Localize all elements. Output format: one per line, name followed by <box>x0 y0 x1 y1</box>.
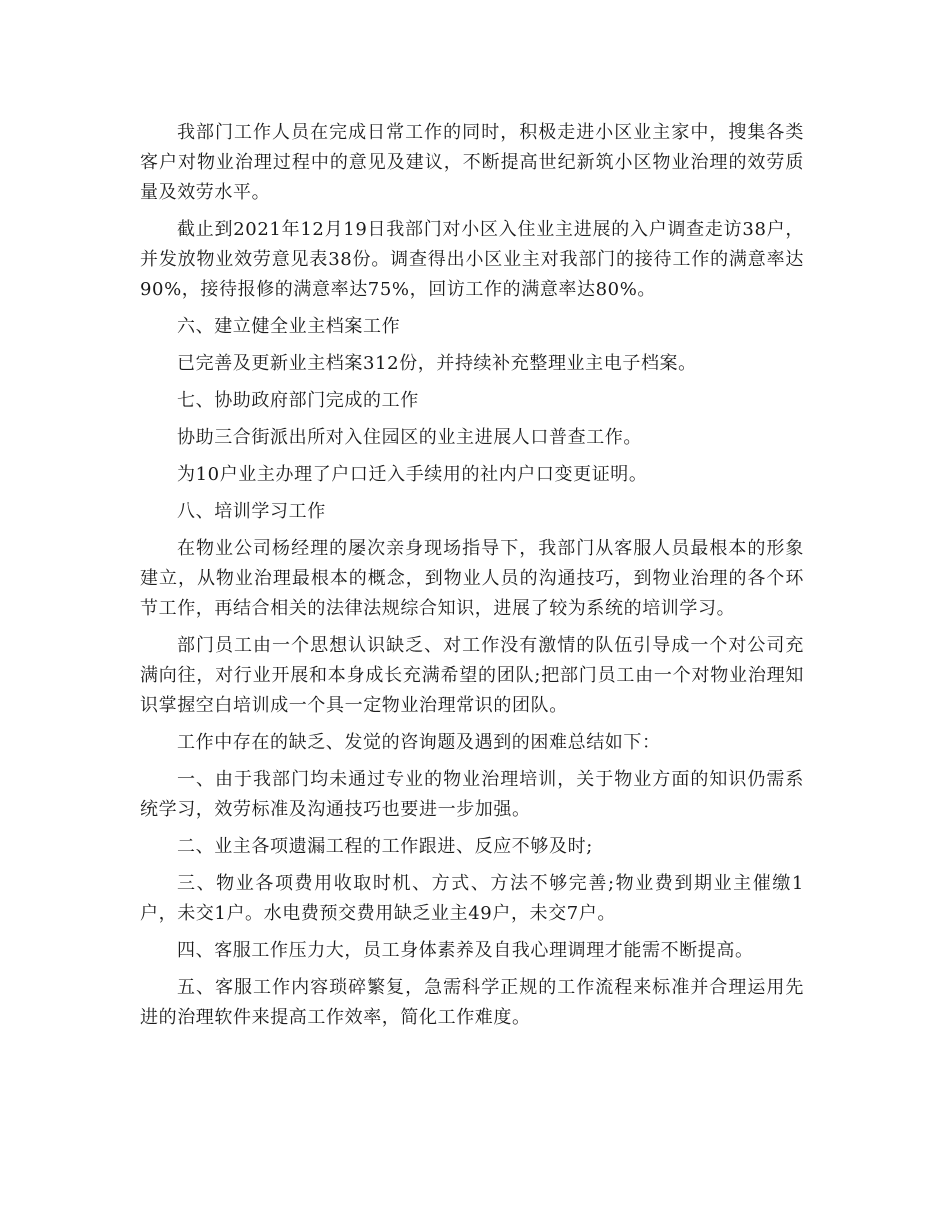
list-item: 四、客服工作压力大，员工身体素养及自我心理调理才能需不断提高。 <box>177 940 754 961</box>
list-item: 五、客服工作内容琐碎繁复，急需科学正规的工作流程来标准并合理运用先进的治理软件来提高工作效率，简化工作难度。 <box>140 977 804 1028</box>
paragraph: 我部门工作人员在完成日常工作的同时，积极走进小区业主家中，搜集各类客户对物业治理过程中的意见及建议，不断提高世纪新筑小区物业治理的效劳质量及效劳水平。 <box>140 122 804 203</box>
section-heading: 八、培训学习工作 <box>177 501 326 522</box>
paragraph: 在物业公司杨经理的屡次亲身现场指导下，我部门从客服人员最根本的形象建立，从物业治理最根本的概念，到物业人员的沟通技巧，到物业治理的各个环节工作，再结合相关的法律法规综合知识，进展了较为系统的培训学习。 <box>140 538 804 619</box>
section-heading: 六、建立健全业主档案工作 <box>177 316 401 337</box>
list-item: 一、由于我部门均未通过专业的物业治理培训，关于物业方面的知识仍需系统学习，效劳标准及沟通技巧也要进一步加强。 <box>140 769 804 820</box>
paragraph: 已完善及更新业主档案312份，并持续补充整理业主电子档案。 <box>177 353 697 374</box>
document-body <box>140 118 804 1040</box>
paragraph: 为10户业主办理了户口迁入手续用的社内户口变更证明。 <box>177 464 648 485</box>
paragraph: 截止到2021年12月19日我部门对小区入住业主进展的入户调查走访38户，并发放物业效劳意见表38份。调查得出小区业主对我部门的接待工作的满意率达90%，接待报修的满意率达75%，回访工作的满意率达80%。 <box>140 219 804 300</box>
list-item: 二、业主各项遗漏工程的工作跟进、反应不够及时; <box>177 836 593 857</box>
paragraph: 部门员工由一个思想认识缺乏、对工作没有激情的队伍引导成一个对公司充满向往，对行业开展和本身成长充满希望的团队;把部门员工由一个对物业治理知识掌握空白培训成一个具一定物业治理常识的团队。 <box>140 635 804 716</box>
section-heading: 七、协助政府部门完成的工作 <box>177 390 419 411</box>
paragraph: 工作中存在的缺乏、发觉的咨询题及遇到的困难总结如下： <box>177 732 661 753</box>
list-item: 三、物业各项费用收取时机、方式、方法不够完善;物业费到期业主催缴1户，未交1户。水电费预交费用缺乏业主49户，未交7户。 <box>140 873 804 924</box>
paragraph: 协助三合街派出所对入住园区的业主进展人口普查工作。 <box>177 427 642 448</box>
